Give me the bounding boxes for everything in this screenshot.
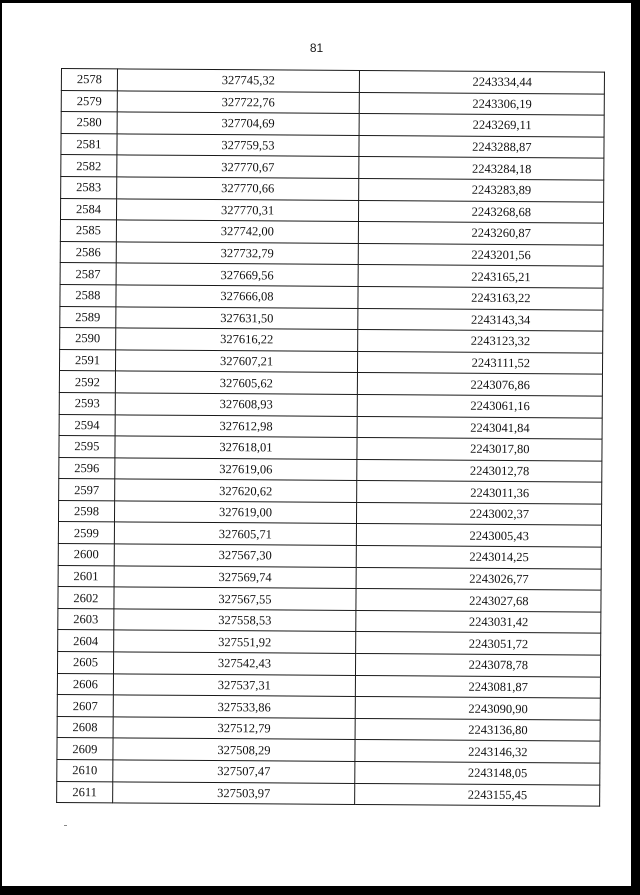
x-coordinate-cell: 327770,31 [116, 198, 358, 221]
table-row [57, 781, 600, 806]
x-coordinate-cell: 327616,22 [116, 328, 358, 351]
x-coordinate-cell: 327619,06 [115, 458, 357, 481]
y-coordinate-cell: 2243148,05 [355, 761, 600, 784]
point-number-cell: 2608 [57, 716, 113, 738]
y-coordinate-cell: 2243268,68 [359, 200, 604, 223]
document-page [2, 3, 631, 886]
point-number-cell: 2606 [57, 673, 113, 695]
y-coordinate-cell: 2243201,56 [358, 243, 603, 266]
coordinates-table-body [57, 69, 605, 807]
x-coordinate-cell: 327607,21 [115, 350, 357, 373]
x-coordinate-cell: 327605,71 [114, 522, 356, 545]
point-number-cell: 2580 [61, 112, 117, 134]
point-number-cell: 2578 [61, 69, 117, 91]
y-coordinate-cell: 2243014,25 [356, 546, 601, 569]
y-coordinate-cell: 2243111,52 [358, 351, 603, 374]
x-coordinate-cell: 327533,86 [113, 695, 355, 718]
x-coordinate-cell: 327558,53 [114, 609, 356, 632]
point-number-cell: 2594 [59, 414, 115, 436]
page-number: 81 [309, 41, 324, 55]
point-number-cell: 2588 [60, 284, 116, 306]
point-number-cell: 2597 [59, 479, 115, 501]
x-coordinate-cell: 327567,55 [114, 587, 356, 610]
y-coordinate-cell: 2243011,36 [357, 481, 602, 504]
point-number-cell: 2598 [58, 500, 114, 522]
point-number-cell: 2600 [58, 544, 114, 566]
point-number-cell: 2605 [57, 652, 113, 674]
point-number-cell: 2591 [59, 349, 115, 371]
x-coordinate-cell: 327770,66 [117, 177, 359, 200]
point-number-cell: 2596 [59, 457, 115, 479]
point-number-cell: 2584 [60, 198, 116, 220]
y-coordinate-cell: 2243090,90 [355, 697, 600, 720]
x-coordinate-cell: 327619,00 [114, 501, 356, 524]
y-coordinate-cell: 2243051,72 [356, 632, 601, 655]
x-coordinate-cell: 327618,01 [115, 436, 357, 459]
point-number-cell: 2581 [61, 133, 117, 155]
y-coordinate-cell: 2243288,87 [359, 135, 604, 158]
y-coordinate-cell: 2243041,84 [357, 416, 602, 439]
point-number-cell: 2583 [61, 176, 117, 198]
x-coordinate-cell: 327507,47 [113, 760, 355, 783]
x-coordinate-cell: 327567,30 [114, 544, 356, 567]
x-coordinate-cell: 327551,92 [114, 630, 356, 653]
x-coordinate-cell: 327666,08 [116, 285, 358, 308]
point-number-cell: 2610 [57, 759, 113, 781]
point-number-cell: 2601 [58, 565, 114, 587]
y-coordinate-cell: 2243078,78 [356, 653, 601, 676]
y-coordinate-cell: 2243026,77 [356, 567, 601, 590]
x-coordinate-cell: 327608,93 [115, 393, 357, 416]
y-coordinate-cell: 2243027,68 [356, 589, 601, 612]
x-coordinate-cell: 327704,69 [117, 112, 359, 135]
x-coordinate-cell: 327669,56 [116, 263, 358, 286]
y-coordinate-cell: 2243306,19 [359, 92, 604, 115]
y-coordinate-cell: 2243284,18 [359, 157, 604, 180]
x-coordinate-cell: 327508,29 [113, 738, 355, 761]
y-coordinate-cell: 2243155,45 [355, 783, 600, 806]
point-number-cell: 2590 [60, 328, 116, 350]
y-coordinate-cell: 2243334,44 [359, 70, 604, 93]
point-number-cell: 2587 [60, 263, 116, 285]
y-coordinate-cell: 2243031,42 [356, 610, 601, 633]
x-coordinate-cell: 327612,98 [115, 414, 357, 437]
point-number-cell: 2611 [57, 781, 113, 803]
y-coordinate-cell: 2243005,43 [356, 524, 601, 547]
point-number-cell: 2604 [58, 630, 114, 652]
y-coordinate-cell: 2243061,16 [357, 394, 602, 417]
y-coordinate-cell: 2243076,86 [357, 373, 602, 396]
y-coordinate-cell: 2243136,80 [355, 718, 600, 741]
point-number-cell: 2589 [60, 306, 116, 328]
scan-speck [64, 825, 67, 826]
y-coordinate-cell: 2243165,21 [358, 265, 603, 288]
x-coordinate-cell: 327503,97 [113, 781, 355, 804]
point-number-cell: 2602 [58, 587, 114, 609]
x-coordinate-cell: 327742,00 [116, 220, 358, 243]
y-coordinate-cell: 2243163,22 [358, 286, 603, 309]
y-coordinate-cell: 2243283,89 [359, 178, 604, 201]
y-coordinate-cell: 2243012,78 [357, 459, 602, 482]
y-coordinate-cell: 2243146,32 [355, 740, 600, 763]
point-number-cell: 2607 [57, 695, 113, 717]
point-number-cell: 2582 [61, 155, 117, 177]
x-coordinate-cell: 327631,50 [116, 306, 358, 329]
point-number-cell: 2599 [58, 522, 114, 544]
point-number-cell: 2595 [59, 436, 115, 458]
x-coordinate-cell: 327732,79 [116, 242, 358, 265]
x-coordinate-cell: 327605,62 [115, 371, 357, 394]
x-coordinate-cell: 327770,67 [117, 155, 359, 178]
y-coordinate-cell: 2243143,34 [358, 308, 603, 331]
x-coordinate-cell: 327542,43 [113, 652, 355, 675]
point-number-cell: 2609 [57, 738, 113, 760]
x-coordinate-cell: 327745,32 [117, 69, 359, 92]
y-coordinate-cell: 2243017,80 [357, 438, 602, 461]
y-coordinate-cell: 2243081,87 [355, 675, 600, 698]
point-number-cell: 2585 [60, 220, 116, 242]
point-number-cell: 2579 [61, 90, 117, 112]
point-number-cell: 2586 [60, 241, 116, 263]
y-coordinate-cell: 2243260,87 [358, 222, 603, 245]
point-number-cell: 2603 [58, 608, 114, 630]
x-coordinate-cell: 327512,79 [113, 717, 355, 740]
y-coordinate-cell: 2243269,11 [359, 114, 604, 137]
x-coordinate-cell: 327722,76 [117, 90, 359, 113]
point-number-cell: 2592 [59, 371, 115, 393]
point-number-cell: 2593 [59, 392, 115, 414]
x-coordinate-cell: 327620,62 [115, 479, 357, 502]
y-coordinate-cell: 2243002,37 [357, 502, 602, 525]
x-coordinate-cell: 327569,74 [114, 566, 356, 589]
x-coordinate-cell: 327537,31 [113, 673, 355, 696]
y-coordinate-cell: 2243123,32 [358, 330, 603, 353]
x-coordinate-cell: 327759,53 [117, 134, 359, 157]
coordinates-table [56, 68, 605, 807]
